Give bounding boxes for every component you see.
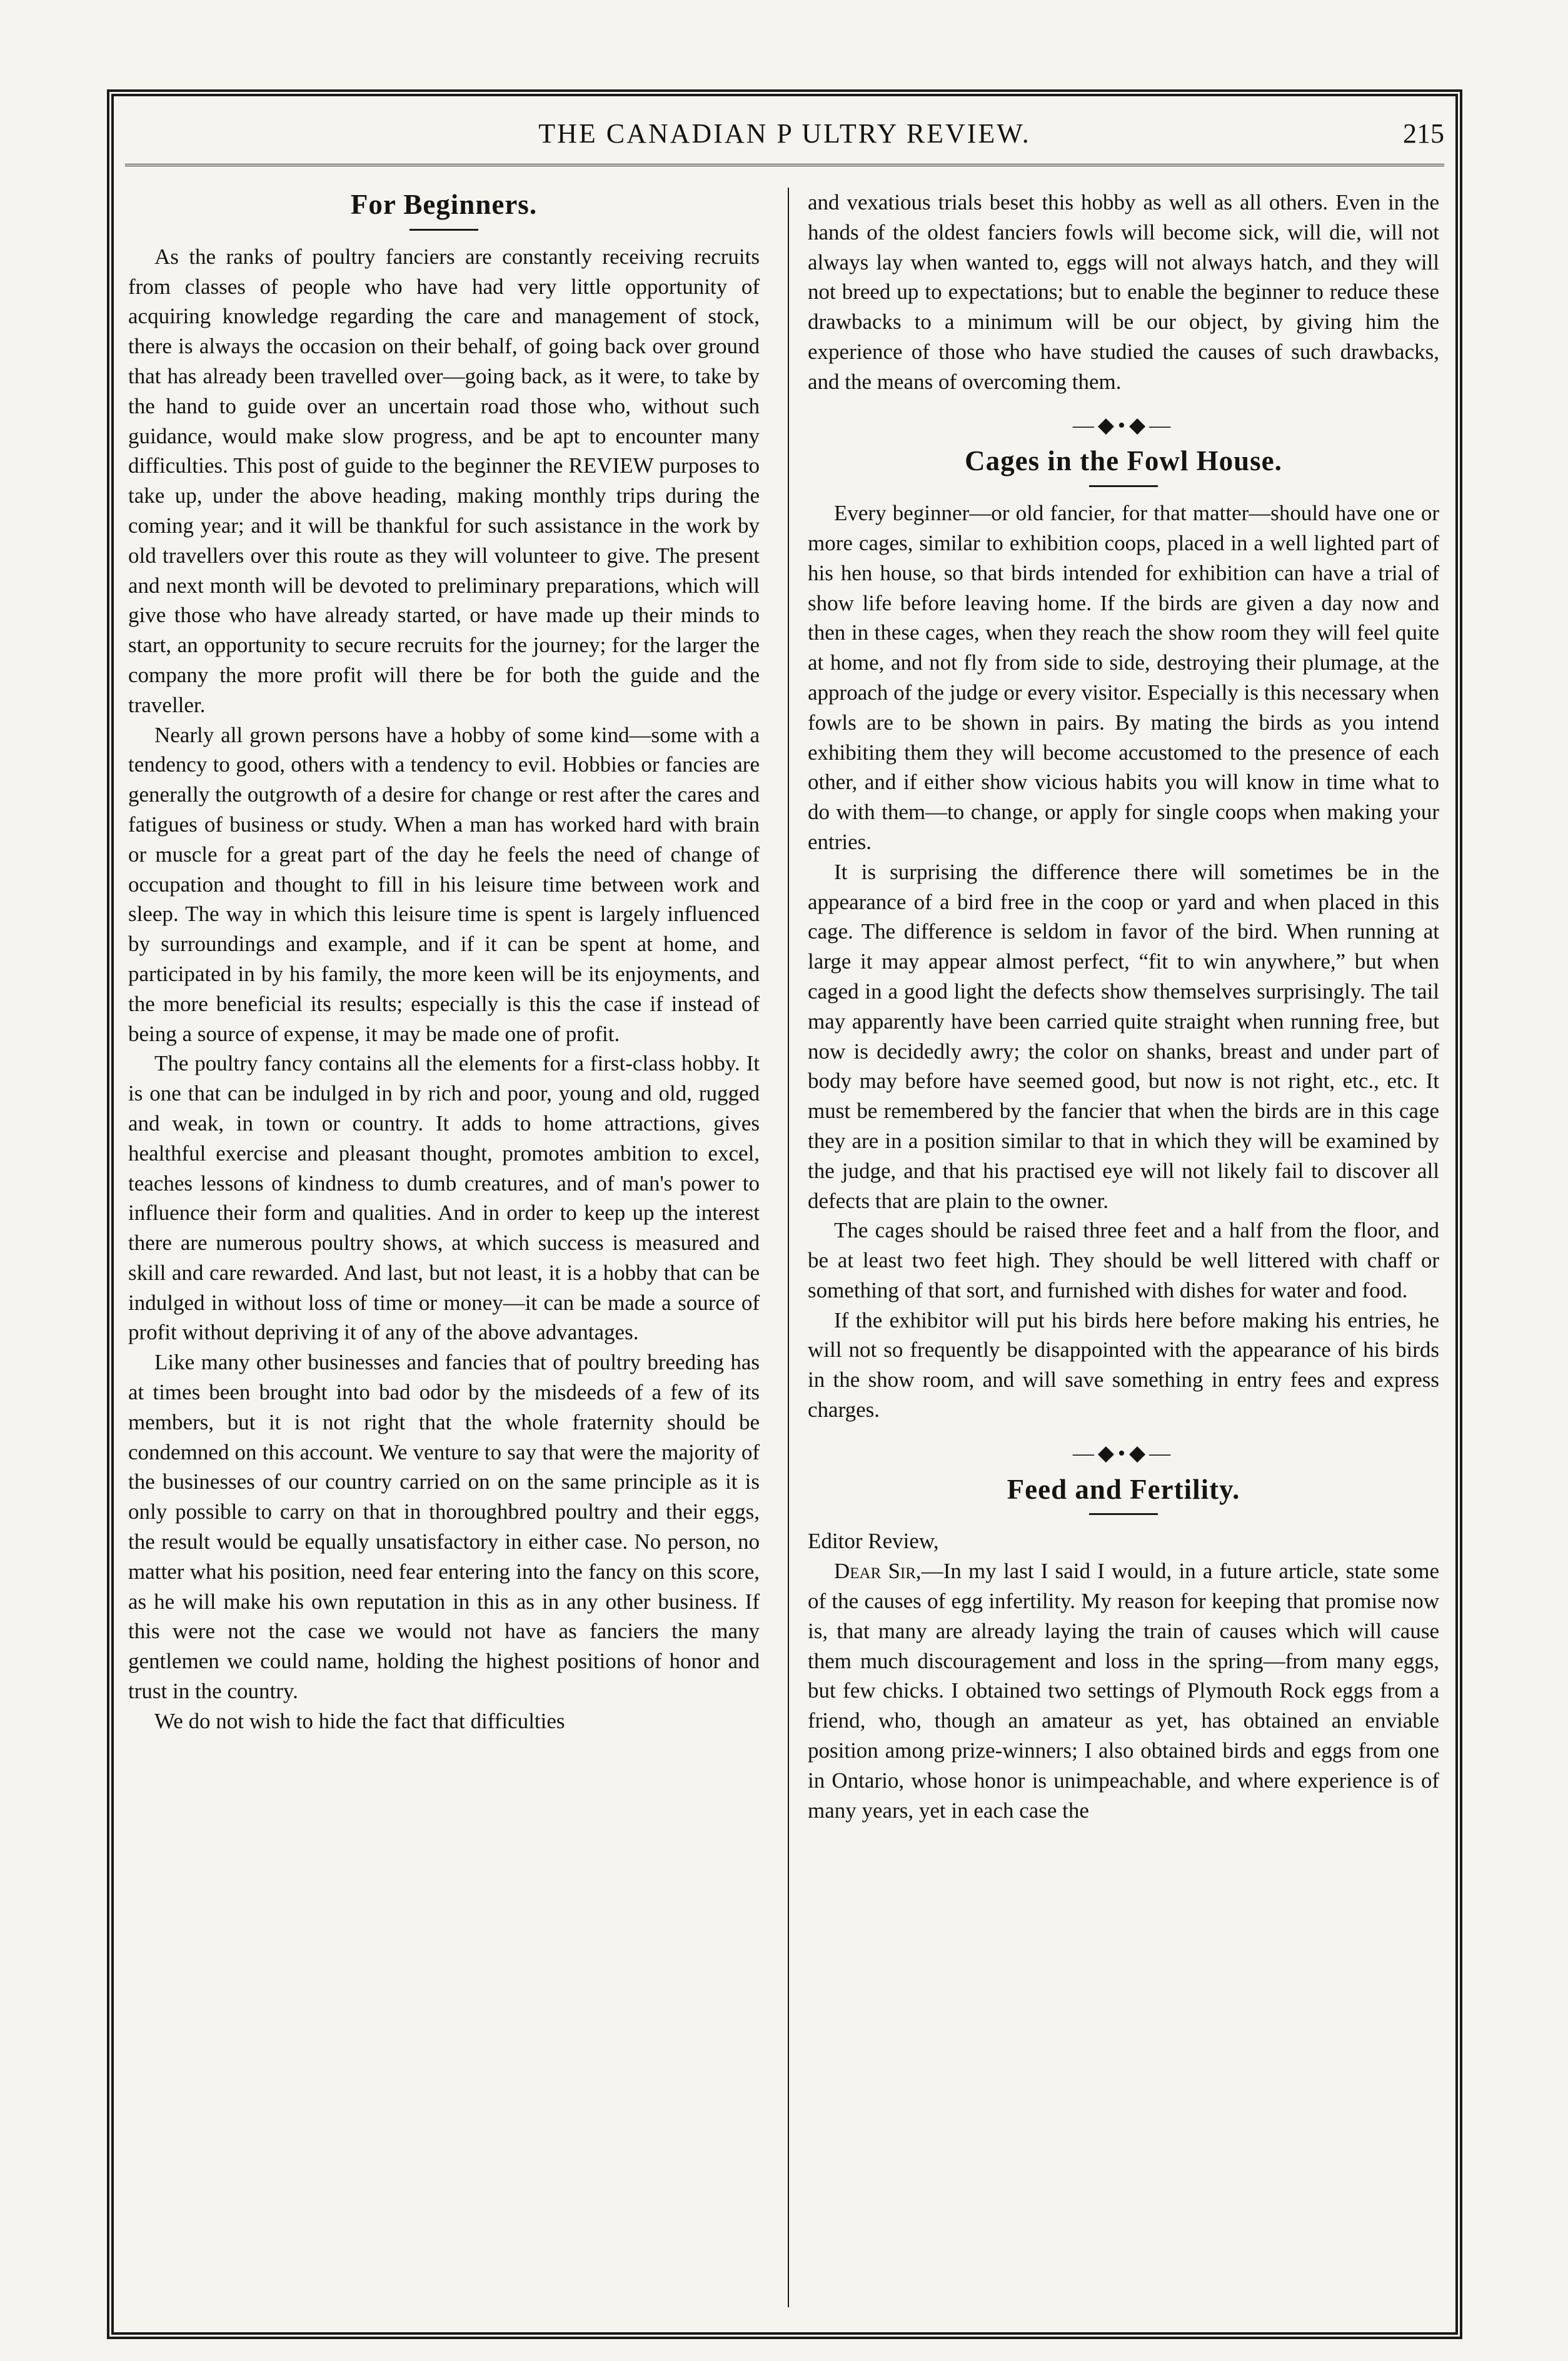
article-title-feed-and-fertility: Feed and Fertility. bbox=[1007, 1473, 1240, 1505]
right-column bbox=[808, 188, 1439, 2307]
paragraph: The poultry fancy contains all the elements for a first-class hobby. It is one that can be indulged in by rich and poor, young and old, rugged and weak, in town or country. It adds to home attractions, gives healthful exercise and pleasant thought, promotes ambition to excel, teaches lessons of kindness to dumb creatures, and of man's power to influence their form and qualities. And in order to keep up the interest there are numerous poultry shows, at which success is measured and skill and care rewarded. And last, but not least, it is a hobby that can be indulged in without loss of time or money—it can be made a source of profit without depriving it of any of the above advantages. bbox=[128, 1051, 760, 1345]
letter-paragraph bbox=[808, 1556, 1439, 1825]
paragraph-continuation: and vexatious trials beset this hobby as well as all others. Even in the hands of the oldest fanciers fowls will become sick, will die, will not always lay when wanted to, eggs will not always hatch, and they will not breed up to expectations; but to enable the beginner to reduce these drawbacks to a minimum will be our object, by giving him the experience of those who have studied the causes of such drawbacks, and the means of overcoming them. bbox=[808, 190, 1439, 394]
section-ornament: —◆•◆— bbox=[1072, 413, 1175, 437]
paragraph: We do not wish to hide the fact that difficulties bbox=[154, 1708, 565, 1733]
article-title-cages: Cages in the Fowl House. bbox=[965, 445, 1282, 477]
letter-greeting: Dear Sir, bbox=[834, 1559, 922, 1584]
page-number: 215 bbox=[1403, 118, 1444, 149]
paragraph: Every beginner—or old fancier, for that matter—should have one or more cages, similar to exhibition coops, placed in a well lighted part of his hen house, so that birds intended for exhibition can have a trial of show life before leaving home. If the birds are given a day now and then in these cages, when they reach the show room they will feel quite at home, and not fly from side to side, destroying their plumage, at the approach of the judge or every visitor. Especially is this necessary when fowls are to be shown in pairs. By mating the birds as you intend exhibiting them they will become accustomed to the presence of each other, and if either show vicious habits you will know in time what to do with them—to change, or apply for single coops when making your entries. bbox=[808, 501, 1439, 854]
paragraph: Nearly all grown persons have a hobby of some kind—some with a tendency to good, others with a tendency to evil. Hobbies or fancies are generally the outgrowth of a desire for change or rest after the cares and fatigues of business or study. When a man has worked hard with brain or muscle for a great part of the day he feels the need of change of occupation and thought to fill in his leisure time between work and sleep. The way in which this leisure time is spent is largely influenced by surroundings and example, and if it can be spent at home, and participated in by his family, the more keen will be its enjoyments, and the more beneficial its results; especially is this the case if instead of being a source of expense, it may be made one of profit. bbox=[128, 722, 760, 1046]
running-title: THE CANADIAN P ULTRY REVIEW. bbox=[538, 118, 1031, 149]
section-ornament: —◆•◆— bbox=[1072, 1441, 1175, 1465]
running-head bbox=[125, 118, 1444, 161]
paragraph: If the exhibitor will put his birds here before making his entries, he will not so frequently be disappointed with the appearance of his birds in the show room, and will save something in entry fees and express charges. bbox=[808, 1307, 1439, 1422]
paragraph: It is surprising the difference there will sometimes be in the appearance of a bird free in the coop or yard and when placed in this cage. The difference is seldom in favor of the bird. When running at large it may appear almost perfect, “fit to win anywhere,” but when caged in a good light the defects show themselves surprisingly. The tail may apparently have been carried quite straight when running free, but now is decidedly awry; the color on shanks, breast and under part of body may before have seemed good, but now is not right, etc., etc. It must be remembered by the fancier that when the birds are in this cage they are in a position similar to that in which they will be examined by the judge, and that his practised eye will not likely fail to discover all defects that are plain to the owner. bbox=[808, 859, 1439, 1213]
column-divider bbox=[788, 188, 789, 2307]
letter-text: —In my last I said I would, in a future article, state some of the causes of egg infertility. My reason for keeping that promise now is, that many are already laying the train of causes which will cause them much discouragement and loss in the spring—from many eggs, but few chicks. I obtained two settings of Plymouth Rock eggs from a friend, who, though an amateur as yet, has obtained an enviable position among prize-winners; I also obtained birds and eggs from one in Ontario, whose honor is unimpeachable, and where experience is of many years, yet in each case the bbox=[808, 1559, 1439, 1823]
paragraph: As the ranks of poultry fanciers are constantly receiving recruits from classes of people who have had very little opportunity of acquiring knowledge regarding the care and management of stock, there is always the occasion on their behalf, of going back over ground that has already been travelled over—going back, as it were, to take by the hand to guide over an uncertain road those who, without such guidance, would make slow progress, and be apt to encounter many difficulties. This post of guide to the beginner the REVIEW purposes to take up, under the above heading, making monthly trips during the coming year; and it will be thankful for such assistance in the work by old travellers over this route as they will volunteer to give. The present and next month will be devoted to preliminary preparations, which will give those who have already started, or have made up their minds to start, an opportunity to secure recruits for the journey; for the larger the company the more profit will there be for both the guide and the traveller. bbox=[128, 244, 760, 717]
paragraph: Like many other businesses and fancies that of poultry breeding has at times been brought into bad odor by the misdeeds of a few of its members, but it is not right that the whole fraternity should be condemned on this account. We venture to say that were the majority of the businesses of our country carried on on the same principle as it is only possible to carry on that in thoroughbred poultry and their eggs, the result would be equally unsatisfactory in either case. No person, no matter what his position, need fear entering into the fancy on this score, as he will make his own reputation in this as in any other business. If this were not the case we would not have as fanciers the many gentlemen we could name, holding the highest positions of honor and trust in the country. bbox=[128, 1350, 760, 1704]
paragraph: The cages should be raised three feet and a half from the floor, and be at least two feet high. They should be well littered with chaff or something of that sort, and furnished with dishes for water and food. bbox=[808, 1218, 1439, 1302]
title-rule bbox=[1089, 485, 1158, 487]
article-title-for-beginners: For Beginners. bbox=[350, 189, 538, 220]
title-rule bbox=[410, 229, 478, 231]
letter-salutation: Editor Review, bbox=[808, 1529, 939, 1554]
left-column bbox=[128, 188, 760, 2307]
title-rule bbox=[1089, 1513, 1158, 1515]
header-rule bbox=[125, 164, 1444, 166]
